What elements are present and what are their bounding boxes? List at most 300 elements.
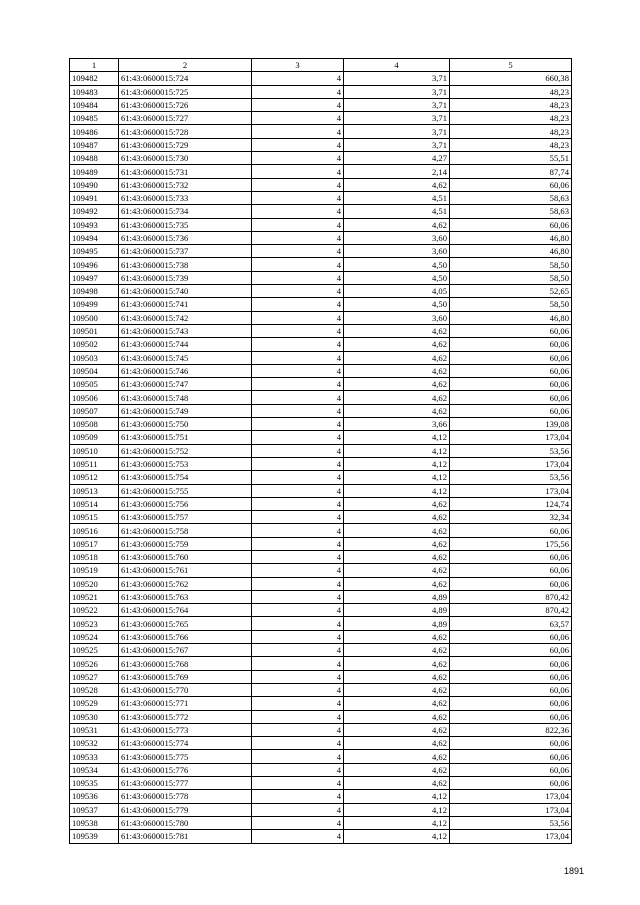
table-cell: 4 [252,285,344,298]
table-row [70,564,572,577]
table-row [70,285,572,298]
table-cell: 4 [252,431,344,444]
table-cell: 61:43:0600015:724 [119,72,252,85]
column-header-5: 5 [450,59,572,72]
table-cell: 4,51 [344,205,450,218]
table-cell: 109498 [70,285,119,298]
table-cell: 4 [252,231,344,244]
table-cell: 60,06 [450,364,572,377]
table-cell: 109524 [70,630,119,643]
table-cell: 4 [252,245,344,258]
header-row [70,59,572,72]
table-cell: 109516 [70,524,119,537]
table-cell: 4 [252,152,344,165]
data-table [69,58,572,844]
table-cell: 109513 [70,484,119,497]
table-cell: 61:43:0600015:770 [119,683,252,696]
table-cell: 4 [252,418,344,431]
table-cell: 4 [252,85,344,98]
table-cell: 4,50 [344,258,450,271]
column-header-1: 1 [70,59,119,72]
table-cell: 109512 [70,471,119,484]
table-cell: 61:43:0600015:777 [119,777,252,790]
table-cell: 4 [252,777,344,790]
table-cell: 61:43:0600015:759 [119,537,252,550]
table-cell: 4 [252,524,344,537]
table-cell: 109484 [70,98,119,111]
table-cell: 4,12 [344,803,450,816]
table-cell: 109505 [70,378,119,391]
table-cell: 58,50 [450,258,572,271]
table-cell: 4,62 [344,564,450,577]
table-cell: 4,05 [344,285,450,298]
table-cell: 4 [252,298,344,311]
table-cell: 109515 [70,511,119,524]
table-cell: 4,62 [344,630,450,643]
table-cell: 60,06 [450,564,572,577]
table-cell: 4,12 [344,471,450,484]
table-cell: 109509 [70,431,119,444]
table-cell: 61:43:0600015:748 [119,391,252,404]
table-cell: 61:43:0600015:731 [119,165,252,178]
table-row [70,258,572,271]
table-cell: 61:43:0600015:775 [119,750,252,763]
table-cell: 109531 [70,723,119,736]
table-cell: 61:43:0600015:779 [119,803,252,816]
table-row [70,191,572,204]
table-cell: 4,62 [344,710,450,723]
table-cell: 4,50 [344,271,450,284]
table-row [70,444,572,457]
table-header [70,59,572,72]
table-cell: 60,06 [450,750,572,763]
table-cell: 61:43:0600015:727 [119,112,252,125]
table-cell: 4 [252,165,344,178]
table-cell: 173,04 [450,484,572,497]
table-cell: 4 [252,471,344,484]
table-cell: 61:43:0600015:774 [119,737,252,750]
table-row [70,324,572,337]
table-cell: 4,62 [344,364,450,377]
table-cell: 4,62 [344,404,450,417]
table-cell: 3,60 [344,245,450,258]
table-cell: 4 [252,630,344,643]
table-cell: 4 [252,604,344,617]
table-cell: 109486 [70,125,119,138]
table-row [70,112,572,125]
table-cell: 4,27 [344,152,450,165]
table-cell: 4 [252,550,344,563]
table-cell: 4 [252,803,344,816]
table-cell: 109491 [70,191,119,204]
table-cell: 61:43:0600015:768 [119,657,252,670]
table-cell: 109501 [70,324,119,337]
table-cell: 4 [252,564,344,577]
table-cell: 109517 [70,537,119,550]
table-cell: 4,62 [344,324,450,337]
table-cell: 60,06 [450,657,572,670]
table-row [70,418,572,431]
table-cell: 173,04 [450,790,572,803]
table-cell: 109483 [70,85,119,98]
table-cell: 109482 [70,72,119,85]
table-cell: 2,14 [344,165,450,178]
table-cell: 60,06 [450,338,572,351]
table-cell: 109506 [70,391,119,404]
table-cell: 109504 [70,364,119,377]
table-cell: 4 [252,750,344,763]
table-cell: 173,04 [450,803,572,816]
table-cell: 60,06 [450,524,572,537]
table-cell: 4,12 [344,790,450,803]
table-row [70,590,572,603]
table-cell: 61:43:0600015:764 [119,604,252,617]
table-cell: 4 [252,125,344,138]
table-row [70,830,572,843]
table-cell: 4,62 [344,697,450,710]
table-row [70,471,572,484]
table-row [70,763,572,776]
table-row [70,152,572,165]
table-cell: 4,62 [344,657,450,670]
table-row [70,457,572,470]
table-cell: 4,62 [344,723,450,736]
table-cell: 4,62 [344,670,450,683]
table-cell: 109493 [70,218,119,231]
table-cell: 60,06 [450,324,572,337]
table-row [70,550,572,563]
table-cell: 60,06 [450,697,572,710]
table-cell: 4 [252,72,344,85]
table-cell: 4 [252,112,344,125]
table-cell: 4 [252,364,344,377]
table-row [70,245,572,258]
table-cell: 4 [252,218,344,231]
table-cell: 4,62 [344,524,450,537]
table-cell: 109538 [70,816,119,829]
table-row [70,85,572,98]
table-cell: 3,71 [344,112,450,125]
table-cell: 61:43:0600015:752 [119,444,252,457]
table-row [70,351,572,364]
table-row [70,524,572,537]
table-cell: 109503 [70,351,119,364]
table-cell: 61:43:0600015:733 [119,191,252,204]
table-cell: 61:43:0600015:747 [119,378,252,391]
table-cell: 124,74 [450,497,572,510]
table-cell: 60,06 [450,378,572,391]
table-cell: 4 [252,138,344,151]
table-row [70,697,572,710]
table-cell: 4,12 [344,457,450,470]
table-cell: 4,62 [344,537,450,550]
table-row [70,630,572,643]
table-cell: 109529 [70,697,119,710]
table-cell: 109502 [70,338,119,351]
table-cell: 61:43:0600015:781 [119,830,252,843]
table-cell: 4 [252,391,344,404]
table-cell: 63,57 [450,617,572,630]
table-row [70,72,572,85]
table-cell: 60,06 [450,178,572,191]
table-cell: 4 [252,537,344,550]
table-cell: 87,74 [450,165,572,178]
table-cell: 4 [252,378,344,391]
table-cell: 60,06 [450,670,572,683]
table-cell: 4 [252,617,344,630]
table-cell: 109492 [70,205,119,218]
table-cell: 61:43:0600015:725 [119,85,252,98]
table-cell: 4 [252,657,344,670]
table-row [70,777,572,790]
table-row [70,311,572,324]
table-cell: 109535 [70,777,119,790]
table-cell: 61:43:0600015:766 [119,630,252,643]
table-cell: 109499 [70,298,119,311]
table-row [70,737,572,750]
table-cell: 109527 [70,670,119,683]
table-row [70,816,572,829]
table-cell: 61:43:0600015:778 [119,790,252,803]
table-row [70,790,572,803]
table-cell: 60,06 [450,391,572,404]
table-cell: 109494 [70,231,119,244]
table-cell: 61:43:0600015:732 [119,178,252,191]
table-cell: 109511 [70,457,119,470]
table-cell: 109539 [70,830,119,843]
table-cell: 4 [252,697,344,710]
table-cell: 52,65 [450,285,572,298]
table-row [70,710,572,723]
table-cell: 4 [252,790,344,803]
table-cell: 139,08 [450,418,572,431]
table-cell: 61:43:0600015:769 [119,670,252,683]
table-cell: 58,63 [450,191,572,204]
table-cell: 4 [252,338,344,351]
table-cell: 3,71 [344,98,450,111]
table-cell: 61:43:0600015:740 [119,285,252,298]
table-cell: 60,06 [450,683,572,696]
table-cell: 61:43:0600015:776 [119,763,252,776]
table-cell: 60,06 [450,737,572,750]
table-cell: 4,89 [344,604,450,617]
table-cell: 4 [252,271,344,284]
table-cell: 870,42 [450,590,572,603]
table-row [70,644,572,657]
table-cell: 4 [252,590,344,603]
table-row [70,364,572,377]
table-cell: 61:43:0600015:771 [119,697,252,710]
table-row [70,604,572,617]
table-row [70,138,572,151]
table-cell: 60,06 [450,351,572,364]
table-cell: 109522 [70,604,119,617]
table-row [70,178,572,191]
table-cell: 61:43:0600015:734 [119,205,252,218]
table-cell: 3,60 [344,311,450,324]
table-row [70,484,572,497]
table-cell: 109526 [70,657,119,670]
table-cell: 109534 [70,763,119,776]
table-cell: 4 [252,710,344,723]
table-cell: 109510 [70,444,119,457]
table-cell: 4,62 [344,577,450,590]
table-cell: 4 [252,497,344,510]
table-cell: 61:43:0600015:762 [119,577,252,590]
table-cell: 109495 [70,245,119,258]
table-cell: 61:43:0600015:729 [119,138,252,151]
table-cell: 4,12 [344,484,450,497]
table-cell: 4 [252,191,344,204]
table-cell: 4 [252,351,344,364]
table-cell: 660,38 [450,72,572,85]
table-row [70,537,572,550]
table-cell: 109537 [70,803,119,816]
table-row [70,271,572,284]
table-cell: 4,62 [344,338,450,351]
table-cell: 4 [252,683,344,696]
table-cell: 60,06 [450,630,572,643]
table-cell: 4 [252,98,344,111]
table-cell: 58,50 [450,298,572,311]
table-cell: 58,50 [450,271,572,284]
table-row [70,205,572,218]
page-number: 1891 [563,866,584,876]
table-body [70,72,572,843]
table-cell: 4 [252,311,344,324]
table-cell: 109532 [70,737,119,750]
table-cell: 60,06 [450,550,572,563]
table-cell: 4,62 [344,511,450,524]
table-cell: 4,62 [344,378,450,391]
table-cell: 61:43:0600015:745 [119,351,252,364]
table-cell: 4 [252,444,344,457]
table-cell: 109533 [70,750,119,763]
table-cell: 53,56 [450,471,572,484]
table-cell: 109507 [70,404,119,417]
table-cell: 61:43:0600015:756 [119,497,252,510]
table-cell: 61:43:0600015:736 [119,231,252,244]
table-cell: 61:43:0600015:735 [119,218,252,231]
table-cell: 109496 [70,258,119,271]
table-cell: 109514 [70,497,119,510]
table-cell: 109488 [70,152,119,165]
table-cell: 4,12 [344,431,450,444]
table-cell: 4 [252,457,344,470]
column-header-3: 3 [252,59,344,72]
table-cell: 60,06 [450,710,572,723]
table-row [70,378,572,391]
table-cell: 4,89 [344,590,450,603]
table-cell: 61:43:0600015:751 [119,431,252,444]
table-cell: 109521 [70,590,119,603]
table-cell: 109530 [70,710,119,723]
table-cell: 822,36 [450,723,572,736]
table-cell: 61:43:0600015:730 [119,152,252,165]
table-cell: 4 [252,258,344,271]
table-cell: 58,63 [450,205,572,218]
column-header-2: 2 [119,59,252,72]
table-cell: 48,23 [450,112,572,125]
table-cell: 4 [252,670,344,683]
table-cell: 4,51 [344,191,450,204]
table-cell: 175,56 [450,537,572,550]
table-cell: 46,80 [450,311,572,324]
table-cell: 4,62 [344,218,450,231]
table-cell: 4,62 [344,777,450,790]
table-cell: 48,23 [450,98,572,111]
table-row [70,803,572,816]
table-cell: 4 [252,763,344,776]
table-cell: 61:43:0600015:743 [119,324,252,337]
table-cell: 61:43:0600015:772 [119,710,252,723]
table-cell: 60,06 [450,777,572,790]
table-cell: 109487 [70,138,119,151]
table-cell: 4,89 [344,617,450,630]
table-row [70,657,572,670]
table-cell: 53,56 [450,444,572,457]
table-cell: 109528 [70,683,119,696]
table-row [70,98,572,111]
table-cell: 109519 [70,564,119,577]
table-row [70,404,572,417]
table-cell: 61:43:0600015:765 [119,617,252,630]
table-cell: 4 [252,205,344,218]
table-row [70,391,572,404]
table-cell: 61:43:0600015:753 [119,457,252,470]
table-row [70,617,572,630]
table-cell: 4,50 [344,298,450,311]
table-cell: 61:43:0600015:767 [119,644,252,657]
table-cell: 4,62 [344,683,450,696]
table-cell: 3,71 [344,72,450,85]
table-cell: 3,60 [344,231,450,244]
table-cell: 61:43:0600015:773 [119,723,252,736]
table-row [70,338,572,351]
table-cell: 4 [252,511,344,524]
table-row [70,497,572,510]
table-cell: 173,04 [450,457,572,470]
table-cell: 173,04 [450,830,572,843]
table-cell: 61:43:0600015:746 [119,364,252,377]
table-cell: 109490 [70,178,119,191]
table-cell: 109508 [70,418,119,431]
table-row [70,511,572,524]
table-cell: 46,80 [450,231,572,244]
table-cell: 61:43:0600015:749 [119,404,252,417]
table-cell: 3,66 [344,418,450,431]
table-cell: 4 [252,484,344,497]
table-cell: 4 [252,178,344,191]
table-cell: 60,06 [450,218,572,231]
table-cell: 61:43:0600015:741 [119,298,252,311]
table-cell: 4,62 [344,737,450,750]
table-cell: 4,62 [344,644,450,657]
table-row [70,218,572,231]
table-cell: 48,23 [450,138,572,151]
table-cell: 48,23 [450,125,572,138]
table-cell: 4 [252,816,344,829]
table-cell: 109497 [70,271,119,284]
table-row [70,683,572,696]
table-cell: 109520 [70,577,119,590]
table-cell: 4,62 [344,391,450,404]
table-row [70,298,572,311]
table-cell: 109500 [70,311,119,324]
table-cell: 4,62 [344,763,450,776]
table-cell: 109489 [70,165,119,178]
table-cell: 55,51 [450,152,572,165]
